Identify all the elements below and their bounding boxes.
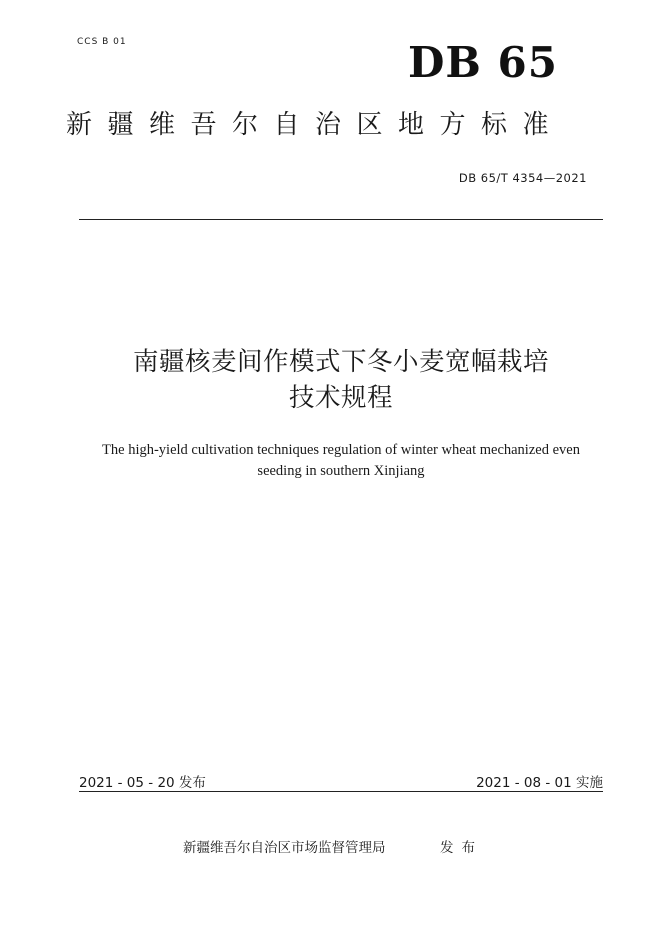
ccs-code: CCS B 01	[77, 37, 127, 47]
issue-label: 发布	[440, 840, 483, 856]
title-cn-line-1: 南疆核麦间作模式下冬小麦宽幅栽培	[132, 347, 549, 377]
document-title-cn	[60, 344, 622, 416]
title-en-line-2: seeding in southern Xinjiang	[257, 463, 425, 479]
title-cn-line-2: 技术规程	[288, 383, 393, 413]
bottom-divider	[79, 791, 603, 792]
title-en-line-1: The high-yield cultivation techniques regulation of winter wheat mechanized even	[102, 442, 580, 458]
standard-number: DB 65/T 4354—2021	[458, 171, 587, 185]
db-logo: DB 65	[408, 38, 558, 87]
region-standard-title: 新疆维吾尔自治区地方标准	[66, 110, 565, 140]
implement-date: 2021 - 08 - 01 实施	[476, 775, 603, 791]
publish-date: 2021 - 05 - 20 发布	[79, 775, 206, 791]
top-divider	[79, 219, 603, 220]
document-title-en	[60, 440, 622, 482]
issuing-authority: 新疆维吾尔自治区市场监督管理局	[183, 840, 386, 856]
